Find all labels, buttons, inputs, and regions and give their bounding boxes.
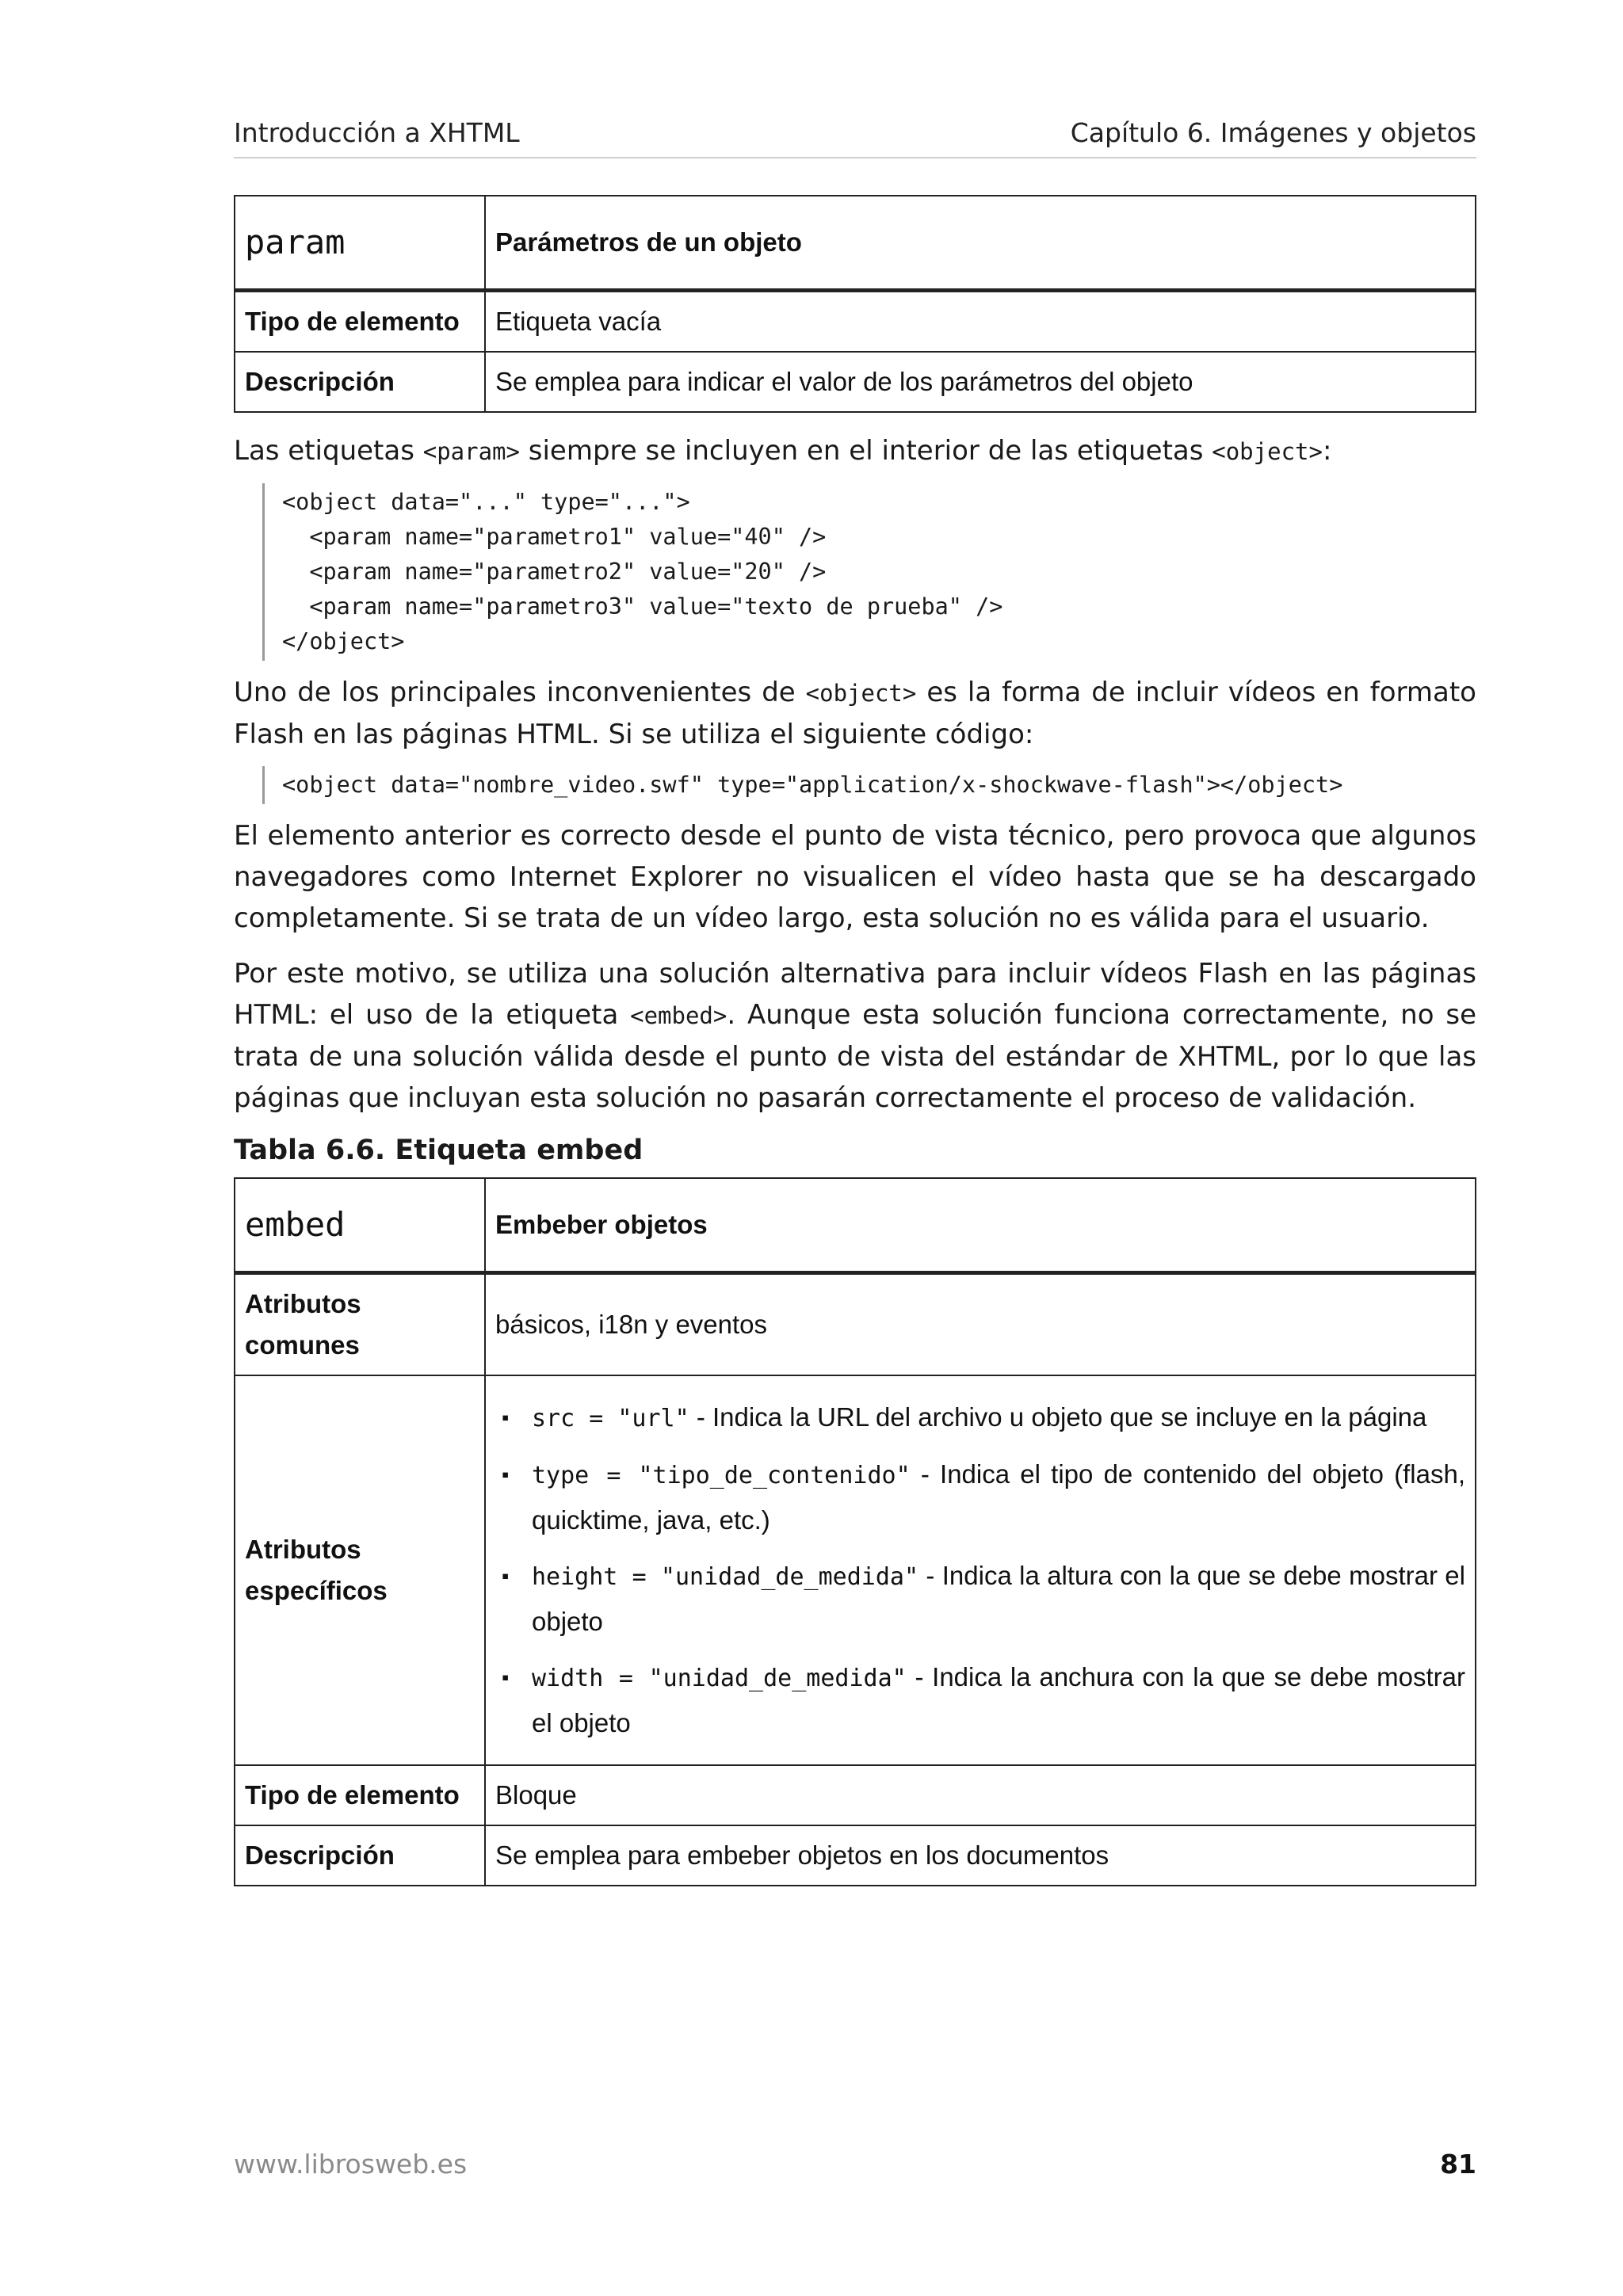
code-line: <param name="parametro3" value="texto de prueba" /> bbox=[282, 593, 1003, 620]
row-label: Descripción bbox=[235, 352, 485, 412]
row-label: Atributos comunes bbox=[235, 1273, 485, 1376]
row-value: Se emplea para indicar el valor de los parámetros del objeto bbox=[485, 352, 1476, 412]
inline-code: <param> bbox=[422, 438, 520, 465]
inline-code: <embed> bbox=[630, 1002, 727, 1029]
paragraph-embed-alternative bbox=[234, 953, 1476, 1119]
table-row bbox=[235, 1375, 1476, 1765]
code-line: <object data="..." type="..."> bbox=[282, 489, 690, 515]
bullet-icon: ▪ bbox=[502, 1463, 510, 1486]
row-label: Tipo de elemento bbox=[235, 291, 485, 353]
tag-name: param bbox=[235, 196, 485, 291]
code-line: <param name="parametro1" value="40" /> bbox=[282, 524, 827, 550]
row-value: Se emplea para embeber objetos en los documentos bbox=[485, 1825, 1476, 1886]
row-value: Etiqueta vacía bbox=[485, 291, 1476, 353]
text-span: - Indica el tipo de contenido del objeto (flash, quicktime, java, etc.) bbox=[532, 1459, 1465, 1535]
row-value bbox=[485, 1375, 1476, 1765]
row-label: Descripción bbox=[235, 1825, 485, 1886]
text-span: . Aunque esta solución funciona correctamente, no se trata de una solución válida desde el punto de vista del estándar de XHTML, por lo que las páginas que incluyan esta solución no pasarán correctamente el proceso de validación. bbox=[234, 999, 1476, 1114]
inline-code: height = "unidad_de_medida" bbox=[532, 1563, 919, 1591]
list-item bbox=[495, 1554, 1465, 1644]
code-block-flash-object bbox=[262, 766, 1476, 804]
text-span: Uno de los principales inconvenientes de bbox=[234, 677, 806, 708]
inline-code: type = "tipo_de_contenido" bbox=[532, 1462, 911, 1489]
text-span: Las etiquetas bbox=[234, 435, 423, 467]
text-span: - Indica la altura con la que se debe mostrar el objeto bbox=[532, 1561, 1465, 1636]
bullet-icon: ▪ bbox=[502, 1405, 510, 1429]
table-row bbox=[235, 1273, 1476, 1376]
text-span: - Indica la URL del archivo u objeto que se incluye en la página bbox=[689, 1402, 1427, 1432]
code-block-object-params bbox=[262, 483, 1476, 661]
header-chapter-title: Capítulo 6. Imágenes y objetos bbox=[1070, 117, 1476, 148]
table-row bbox=[235, 1765, 1476, 1825]
table-row bbox=[235, 352, 1476, 412]
paragraph-explorer: El elemento anterior es correcto desde el punto de vista técnico, pero provoca que algunos navegadores como Internet Explorer no visualicen el vídeo hasta que se ha descargado completamente. Si se trata de un vídeo largo, esta solución no es válida para el usuario. bbox=[234, 820, 1476, 934]
tag-name: embed bbox=[235, 1178, 485, 1273]
table-header-row bbox=[235, 196, 1476, 291]
text-span: es la forma de incluir vídeos en formato Flash en las páginas HTML. Si se utiliza el siguiente código: bbox=[234, 677, 1476, 750]
inline-code: <object> bbox=[805, 680, 917, 707]
table-row bbox=[235, 291, 1476, 353]
inline-code: src = "url" bbox=[532, 1405, 689, 1432]
list-item bbox=[495, 1395, 1465, 1441]
text-span: : bbox=[1322, 435, 1332, 467]
code-line: </object> bbox=[282, 628, 405, 654]
inline-code: width = "unidad_de_medida" bbox=[532, 1665, 907, 1692]
page-footer bbox=[234, 2149, 1476, 2188]
row-label: Atributos específicos bbox=[235, 1375, 485, 1765]
text-span: - Indica la anchura con la que se debe mostrar el objeto bbox=[532, 1662, 1465, 1737]
row-value: básicos, i18n y eventos bbox=[485, 1273, 1476, 1376]
text-span: Por este motivo, se utiliza una solución alternativa para incluir vídeos Flash en las páginas HTML: el uso de la etiqueta bbox=[234, 958, 1476, 1031]
embed-reference-table bbox=[234, 1177, 1476, 1886]
page-number: 81 bbox=[1440, 2149, 1476, 2180]
table-caption: Tabla 6.6. Etiqueta embed bbox=[234, 1135, 643, 1166]
code-line: <param name="parametro2" value="20" /> bbox=[282, 559, 827, 585]
list-item bbox=[495, 1655, 1465, 1745]
bullet-icon: ▪ bbox=[502, 1665, 510, 1689]
paragraph-object-flash bbox=[234, 672, 1476, 755]
row-label: Tipo de elemento bbox=[235, 1765, 485, 1825]
attribute-list bbox=[495, 1395, 1465, 1745]
header-book-title: Introducción a XHTML bbox=[234, 117, 520, 148]
tag-title: Parámetros de un objeto bbox=[485, 196, 1476, 291]
running-header bbox=[234, 117, 1476, 158]
list-item bbox=[495, 1452, 1465, 1543]
table-header-row bbox=[235, 1178, 1476, 1273]
code-line: <object data="nombre_video.swf" type="application/x-shockwave-flash"></object> bbox=[282, 772, 1343, 798]
row-value: Bloque bbox=[485, 1765, 1476, 1825]
footer-site-link[interactable]: www.librosweb.es bbox=[234, 2149, 468, 2180]
param-reference-table bbox=[234, 195, 1476, 413]
bullet-icon: ▪ bbox=[502, 1564, 510, 1588]
inline-code: <object> bbox=[1212, 438, 1323, 465]
tag-title: Embeber objetos bbox=[485, 1178, 1476, 1273]
page-content bbox=[234, 117, 1476, 1886]
table-row bbox=[235, 1825, 1476, 1886]
text-span: siempre se incluyen en el interior de las etiquetas bbox=[519, 435, 1212, 467]
intro-paragraph bbox=[234, 430, 1476, 472]
